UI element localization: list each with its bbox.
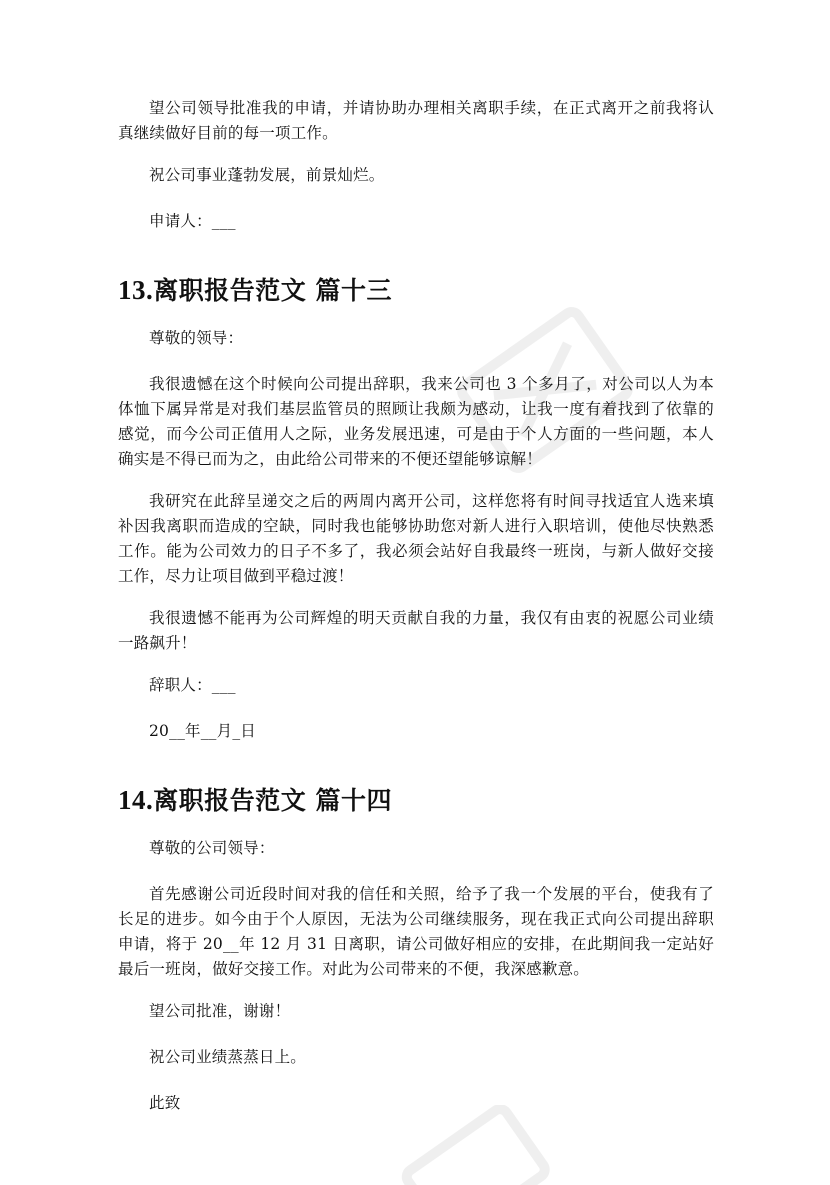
paragraph: 首先感谢公司近段时间对我的信任和关照，给予了我一个发展的平台，使我有了长足的进步。如今由于个人原因，无法为公司继续服务，现在我正式向公司提出辞职申请，将于 20__年 12 月 31 日离职，请公司做好相应的安排，在此期间我一定站好最后一班岗，做好交接工作。对此为公司带来的不便，我深感歉意。 [118,885,714,978]
paragraph: 望公司批准，谢谢！ [149,1002,291,1020]
paragraph: 我很遗憾在这个时候向公司提出辞职，我来公司也 3 个多月了，对公司以人为本体恤下属异常是对我们基层监管员的照顾让我颇为感动，让我一度有着找到了依靠的感觉，而今公司正值用人之际，业务发展迅速，可是由于个人方面的一些问题，本人确实是不得已而为之，由此给公司带来的不便还望能够谅解！ [118,375,714,468]
salutation: 尊敬的领导： [149,329,244,347]
section-heading-13 [118,272,714,309]
heading-title: 离职报告范文 篇十四 [153,786,392,815]
paragraph: 我研究在此辞呈递交之后的两周内离开公司，这样您将有时间寻找适宜人选来填补因我离职而造成的空缺，同时我也能够协助您对新人进行入职培训，使他尽快熟悉工作。能为公司效力的日子不多了，我必须会站好自我最终一班岗，与新人做好交接工作，尽力让项目做到平稳过渡！ [118,492,714,585]
document-body [118,96,714,1137]
heading-number: 13. [118,275,154,305]
closing-line: 此致 [149,1094,181,1112]
signature-line: 辞职人：___ [149,676,236,694]
heading-title: 离职报告范文 篇十三 [153,276,392,305]
paragraph: 我很遗憾不能再为公司辉煌的明天贡献自我的力量，我仅有由衷的祝愿公司业绩一路飙升！ [118,609,714,652]
paragraph: 祝公司业绩蒸蒸日上。 [149,1048,307,1066]
section-14-body [118,836,714,1116]
paragraph: 望公司领导批准我的申请，并请协助办理相关离职手续，在正式离开之前我将认真继续做好目前的每一项工作。 [118,99,714,142]
heading-number: 14. [118,785,154,815]
section-top [118,96,714,234]
section-heading-14 [118,782,714,819]
signature-line: 申请人：___ [149,212,236,230]
date-line: 20__年__月_日 [149,722,256,740]
section-13-body [118,326,714,744]
paragraph: 祝公司事业蓬勃发展，前景灿烂。 [149,166,385,184]
salutation: 尊敬的公司领导： [149,839,275,857]
